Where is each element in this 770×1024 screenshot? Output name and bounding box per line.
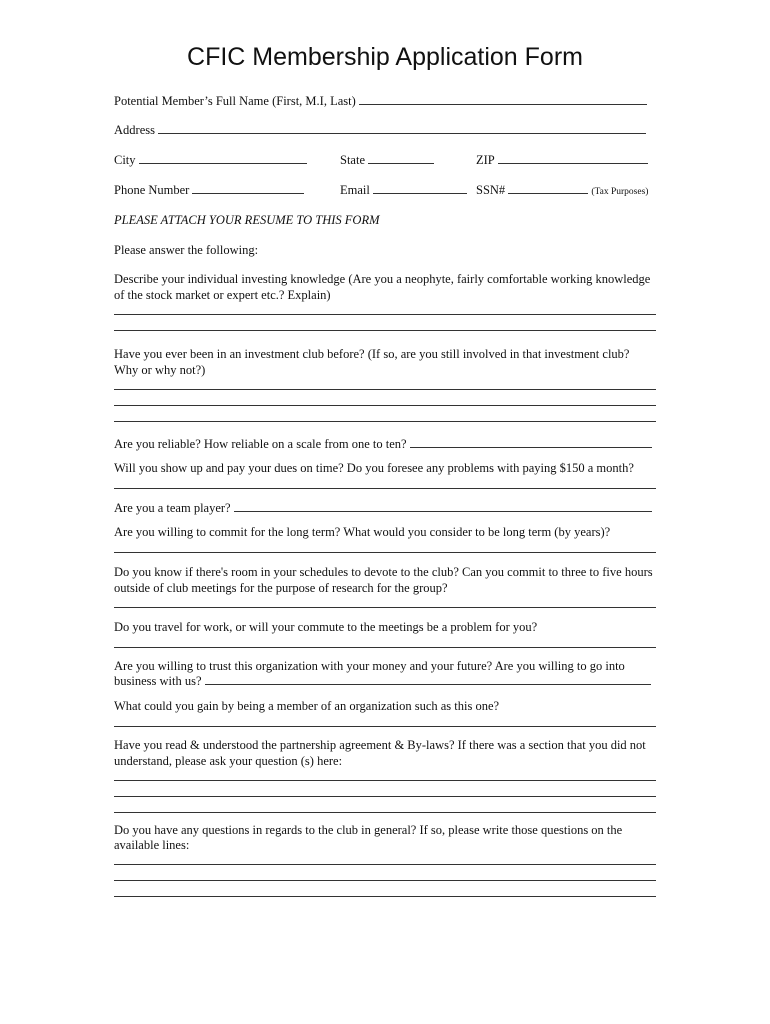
state-label: State (340, 153, 365, 167)
city-label: City (114, 153, 136, 167)
answer-line[interactable] (114, 314, 656, 315)
answer-line[interactable] (234, 511, 652, 512)
question-12-line-1: Do you have any questions in regards to the club in general? If so, please write those questions on the (114, 823, 623, 837)
question-7-line-1: Do you know if there's room in your schedules to devote to the club? Can you commit to three to five hours (114, 565, 653, 579)
question-12-line-2: available lines: (114, 838, 190, 852)
email-input-line[interactable] (373, 193, 467, 194)
question-5 (114, 501, 652, 516)
phone-label: Phone Number (114, 183, 190, 197)
answer-line[interactable] (114, 421, 656, 422)
page-title: CFIC Membership Application Form (187, 43, 583, 71)
question-6-line-1: Are you willing to commit for the long term? What would you consider to be long term (by years)? (114, 525, 611, 539)
state-input-line[interactable] (368, 163, 434, 164)
answer-line[interactable] (114, 880, 656, 881)
answer-line[interactable] (114, 796, 656, 797)
answer-line[interactable] (114, 812, 656, 813)
ssn-field (476, 183, 648, 200)
answer-line[interactable] (114, 330, 656, 331)
full-name-label: Potential Member’s Full Name (First, M.I, Last) (114, 94, 356, 108)
question-10-line-1: What could you gain by being a member of an organization such as this one? (114, 699, 500, 713)
zip-label: ZIP (476, 153, 495, 167)
question-3-text: Are you reliable? How reliable on a scale from one to ten? (114, 437, 407, 451)
answer-line[interactable] (114, 488, 656, 489)
phone-field (114, 183, 304, 198)
question-7-line-2: outside of club meetings for the purpose of research for the group? (114, 581, 448, 595)
answer-line[interactable] (410, 447, 652, 448)
phone-input-line[interactable] (192, 193, 304, 194)
answer-line[interactable] (114, 552, 656, 553)
intro-text: Please answer the following: (114, 243, 259, 257)
answer-line[interactable] (114, 896, 656, 897)
ssn-input-line[interactable] (508, 193, 588, 194)
zip-field (476, 153, 648, 168)
question-8-line-1: Do you travel for work, or will your commute to the meetings be a problem for you? (114, 620, 538, 634)
question-3 (114, 437, 652, 452)
email-field (340, 183, 467, 198)
answer-line[interactable] (205, 684, 651, 685)
question-11-line-1: Have you read & understood the partnership agreement & By-laws? If there was a section that you did not (114, 738, 646, 752)
answer-line[interactable] (114, 647, 656, 648)
attach-note: PLEASE ATTACH YOUR RESUME TO THIS FORM (114, 213, 380, 227)
question-1-line-2: of the stock market or expert etc.? Explain) (114, 288, 331, 302)
question-2-line-1: Have you ever been in an investment club before? (If so, are you still involved in that investment club? (114, 347, 630, 361)
state-field (340, 153, 434, 168)
address-input-line[interactable] (158, 133, 646, 134)
answer-line[interactable] (114, 726, 656, 727)
answer-line[interactable] (114, 607, 656, 608)
city-input-line[interactable] (139, 163, 307, 164)
answer-line[interactable] (114, 405, 656, 406)
question-9-line-2-row (114, 674, 651, 689)
zip-input-line[interactable] (498, 163, 648, 164)
city-field (114, 153, 307, 168)
question-5-text: Are you a team player? (114, 501, 231, 515)
question-2-line-2: Why or why not?) (114, 363, 206, 377)
question-11-line-2: understand, please ask your question (s) here: (114, 754, 343, 768)
address-field (114, 123, 646, 138)
email-label: Email (340, 183, 370, 197)
question-9-line-1: Are you willing to trust this organization with your money and your future? Are you willing to go into (114, 659, 625, 673)
answer-line[interactable] (114, 864, 656, 865)
full-name-field (114, 94, 647, 109)
question-4-line-1: Will you show up and pay your dues on time? Do you foresee any problems with paying $150 a month? (114, 461, 634, 475)
full-name-input-line[interactable] (359, 104, 647, 105)
address-label: Address (114, 123, 155, 137)
answer-line[interactable] (114, 780, 656, 781)
ssn-label: SSN# (476, 183, 506, 197)
question-1-line-1: Describe your individual investing knowledge (Are you a neophyte, fairly comfortable working knowledge (114, 272, 651, 286)
answer-line[interactable] (114, 389, 656, 390)
ssn-note: (Tax Purposes) (591, 187, 649, 197)
question-9-line-2: business with us? (114, 674, 202, 688)
